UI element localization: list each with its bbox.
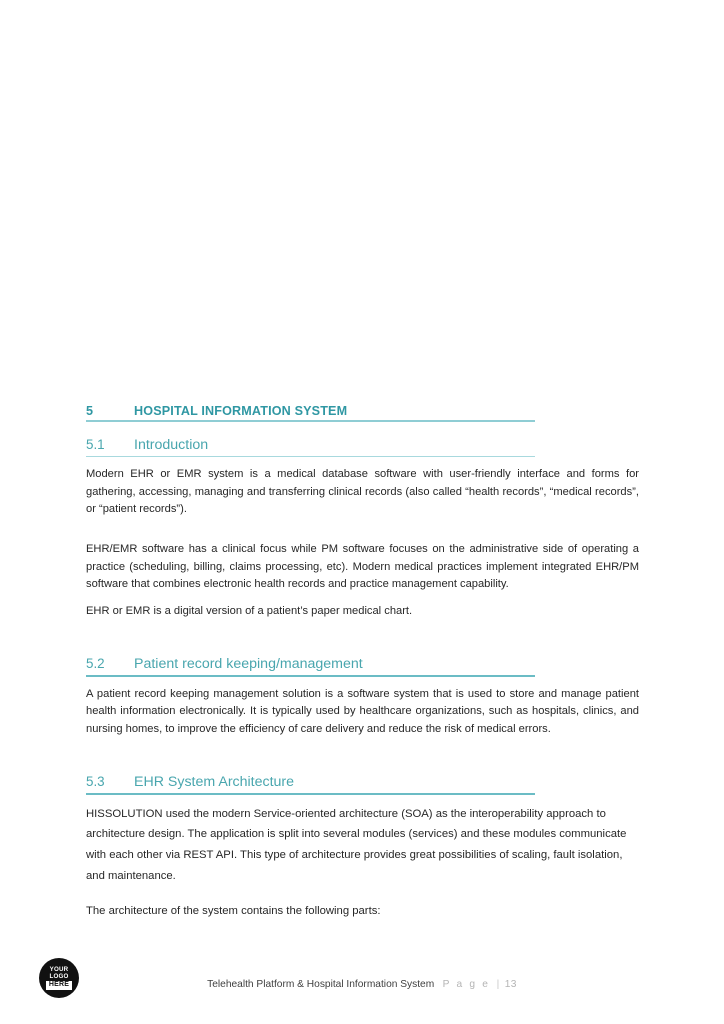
heading-section-5-3	[86, 774, 639, 793]
heading-section-5-3-number: 5.3	[86, 774, 105, 790]
paragraph: A patient record keeping management solution is a software system that is used to store and manage patient health information electronically. It is typically used by healthcare organizations, such as hospitals, clinics, and nursing homes, to improve the efficiency of care delivery and reduce the risk of medical errors.	[86, 687, 639, 735]
footer-text	[0, 974, 724, 992]
paragraph: The architecture of the system contains the following parts:	[86, 905, 381, 918]
heading-section-5-1-number: 5.1	[86, 436, 105, 452]
heading-section-5	[86, 404, 639, 420]
paragraph: Modern EHR or EMR system is a medical database software with user-friendly interface and forms for gathering, accessing, managing and transferring clinical records (also called “health records”, “medical records”, or “patient records”).	[86, 468, 639, 516]
spacer	[86, 620, 639, 656]
footer-separator: |	[496, 979, 500, 990]
heading-section-5-2	[86, 656, 639, 675]
heading-section-5-3-title: EHR System Architecture	[134, 774, 295, 791]
logo-line-3: HERE	[46, 981, 71, 990]
spacer	[86, 519, 639, 541]
footer-page-label: P a g e	[442, 979, 491, 990]
spacer	[86, 738, 639, 774]
paragraph: EHR/EMR software has a clinical focus while PM software focuses on the administrative side of operating a practice (scheduling, billing, claims processing, etc). Modern medical practices implement integrated EHR/PM software that combines electronic health records and practice management capability.	[86, 542, 639, 591]
spacer	[86, 457, 639, 466]
page-footer	[0, 952, 724, 1024]
spacer	[86, 886, 639, 901]
heading-section-5-1	[86, 437, 639, 456]
spacer	[86, 795, 639, 804]
heading-section-5-2-number: 5.2	[86, 656, 105, 672]
heading-section-5-1-title: Introduction	[134, 436, 209, 453]
spacer	[86, 677, 639, 686]
logo-line-1: YOUR	[49, 966, 69, 974]
logo-line-2: LOGO	[49, 973, 69, 981]
heading-section-5-title: HOSPITAL INFORMATION SYSTEM	[134, 404, 348, 418]
heading-section-5-number: 5	[86, 404, 94, 418]
heading-section-5-2-title: Patient record keeping/management	[134, 656, 363, 673]
footer-document-title: Telehealth Platform & Hospital Information System	[207, 979, 435, 990]
paragraph: EHR or EMR is a digital version of a patient’s paper medical chart.	[86, 604, 413, 617]
spacer	[86, 594, 639, 603]
paragraph: HISSOLUTION used the modern Service-oriented architecture (SOA) as the interoperability approach to architecture design. The application is split into several modules (services) and these modules communicate with each other via REST API. This type of architecture provides great possibilities of scaling, fault isolation, and maintenance.	[86, 807, 627, 882]
document-content	[86, 404, 639, 922]
footer-page-number: 13	[504, 979, 517, 990]
spacer	[86, 422, 639, 437]
